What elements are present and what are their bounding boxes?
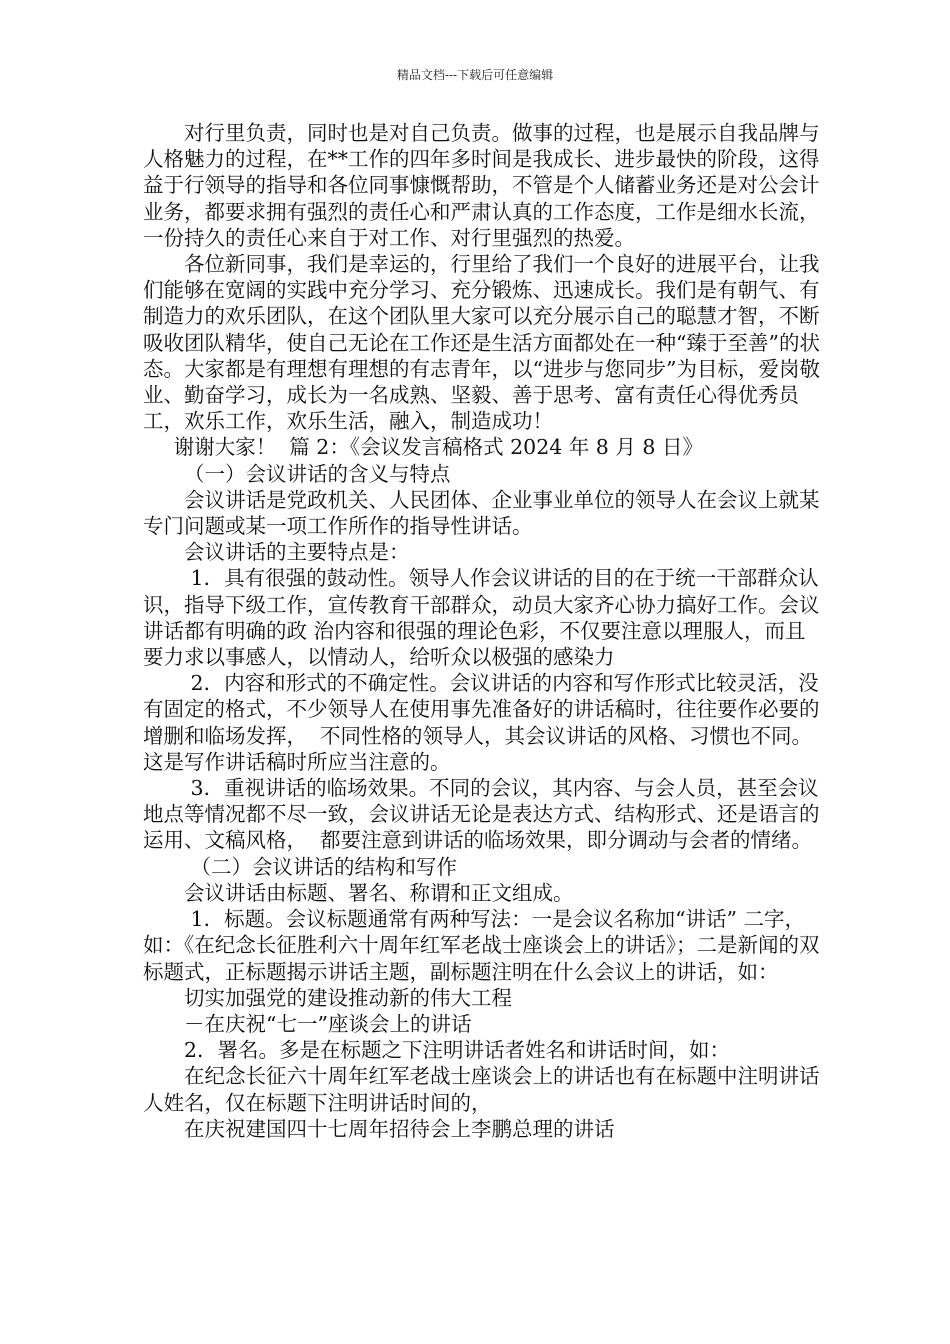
- paragraph: 在纪念长征六十周年红军老战士座谈会上的讲话也有在标题中注明讲话人姓名，仅在标题下注明讲话时间的，: [143, 1064, 820, 1115]
- paragraph: 2．署名。多是在标题之下注明讲话者姓名和讲话时间，如：: [184, 1038, 731, 1063]
- paragraph: 会议讲话的主要特点是：: [184, 540, 410, 565]
- paragraph: 切实加强党的建设推动新的伟大工程: [184, 985, 512, 1010]
- document-body: [143, 120, 823, 1142]
- page-header: 精品文档---下载后可任意编辑: [396, 68, 554, 82]
- paragraph: －在庆祝“七一”座谈会上的讲话: [184, 1011, 472, 1036]
- paragraph: 对行里负责，同时也是对自己负责。做事的过程，也是展示自我品牌与人格魅力的过程，在**工作的四年多时间是我成长、进步最快的阶段，这得益于行领导的指导和各位同事慷慨帮助，不管是个人储蓄业务还是对公会计业务，都要求拥有强烈的责任心和严肃认真的工作态度，工作是细水长流，一份持久的责任心来自于对工作、对行里强烈的热爱。: [143, 121, 820, 250]
- paragraph: （二）会议讲话的结构和写作: [184, 854, 458, 879]
- paragraph: （一）会议讲话的含义与特点: [184, 461, 451, 486]
- paragraph: 3．重视讲话的临场效果。不同的会议，其内容、与会人员，甚至会议地点等情况都不尽一致，会议讲话无论是表达方式、结构形式、还是语言的运用、文稿风格， 都要注意到讲话的临场效果，即分调动与会者的情绪。: [143, 776, 820, 853]
- paragraph: 会议讲话是党政机关、人民团体、企业事业单位的领导人在会议上就某专门问题或某一项工作所作的指导性讲话。: [143, 487, 820, 539]
- paragraph: 在庆祝建国四十七周年招待会上李鹏总理的讲话: [184, 1116, 615, 1141]
- paragraph: 各位新同事，我们是幸运的，行里给了我们一个良好的进展平台，让我们能够在宽阔的实践中充分学习、充分锻炼、迅速成长。我们是有朝气、有制造力的欢乐团队，在这个团队里大家可以充分展示自己的聪慧才智，不断吸收团队精华，使自己无论在工作还是生活方面都处在一种“臻于至善”的状态。大家都是有理想有理想的有志青年，以“进步与您同步”为目标，爱岗敬业、勤奋学习，成长为一名成熟、坚毅、善于思考、富有责任心得优秀员工，欢乐工作，欢乐生活，融入，制造成功！: [143, 252, 820, 434]
- paragraph: 2．内容和形式的不确定性。会议讲话的内容和写作形式比较灵活，没有固定的格式，不少领导人在使用事先准备好的讲话稿时，往往要作必要的增删和临场发挥， 不同性格的领导人，其会议讲话的风格、习惯也不同。这是写作讲话稿时所应当注意的。: [143, 671, 820, 774]
- paragraph: 1．标题。会议标题通常有两种写法：一是会议名称加“讲话” 二字，如：《在纪念长征胜利六十周年红军老战士座谈会上的讲话》；二是新闻的双标题式，正标题揭示讲话主题，副标题注明在什么会议上的讲话，如：: [143, 907, 820, 984]
- paragraph: 会议讲话由标题、署名、称谓和正文组成。: [184, 880, 574, 905]
- paragraph: 1．具有很强的鼓动性。领导人作会议讲话的目的在于统一干部群众认识，指导下级工作，宣传教育干部群众，动员大家齐心协力搞好工作。会议讲话都有明确的政 治内容和很强的理论色彩，不仅要注意以理服人，而且要力求以事感人，以情动人，给听众以极强的感染力: [143, 566, 820, 670]
- paragraph: 谢谢大家！ 篇 2：《会议发言稿格式 2024 年 8 月 8 日》: [173, 435, 703, 460]
